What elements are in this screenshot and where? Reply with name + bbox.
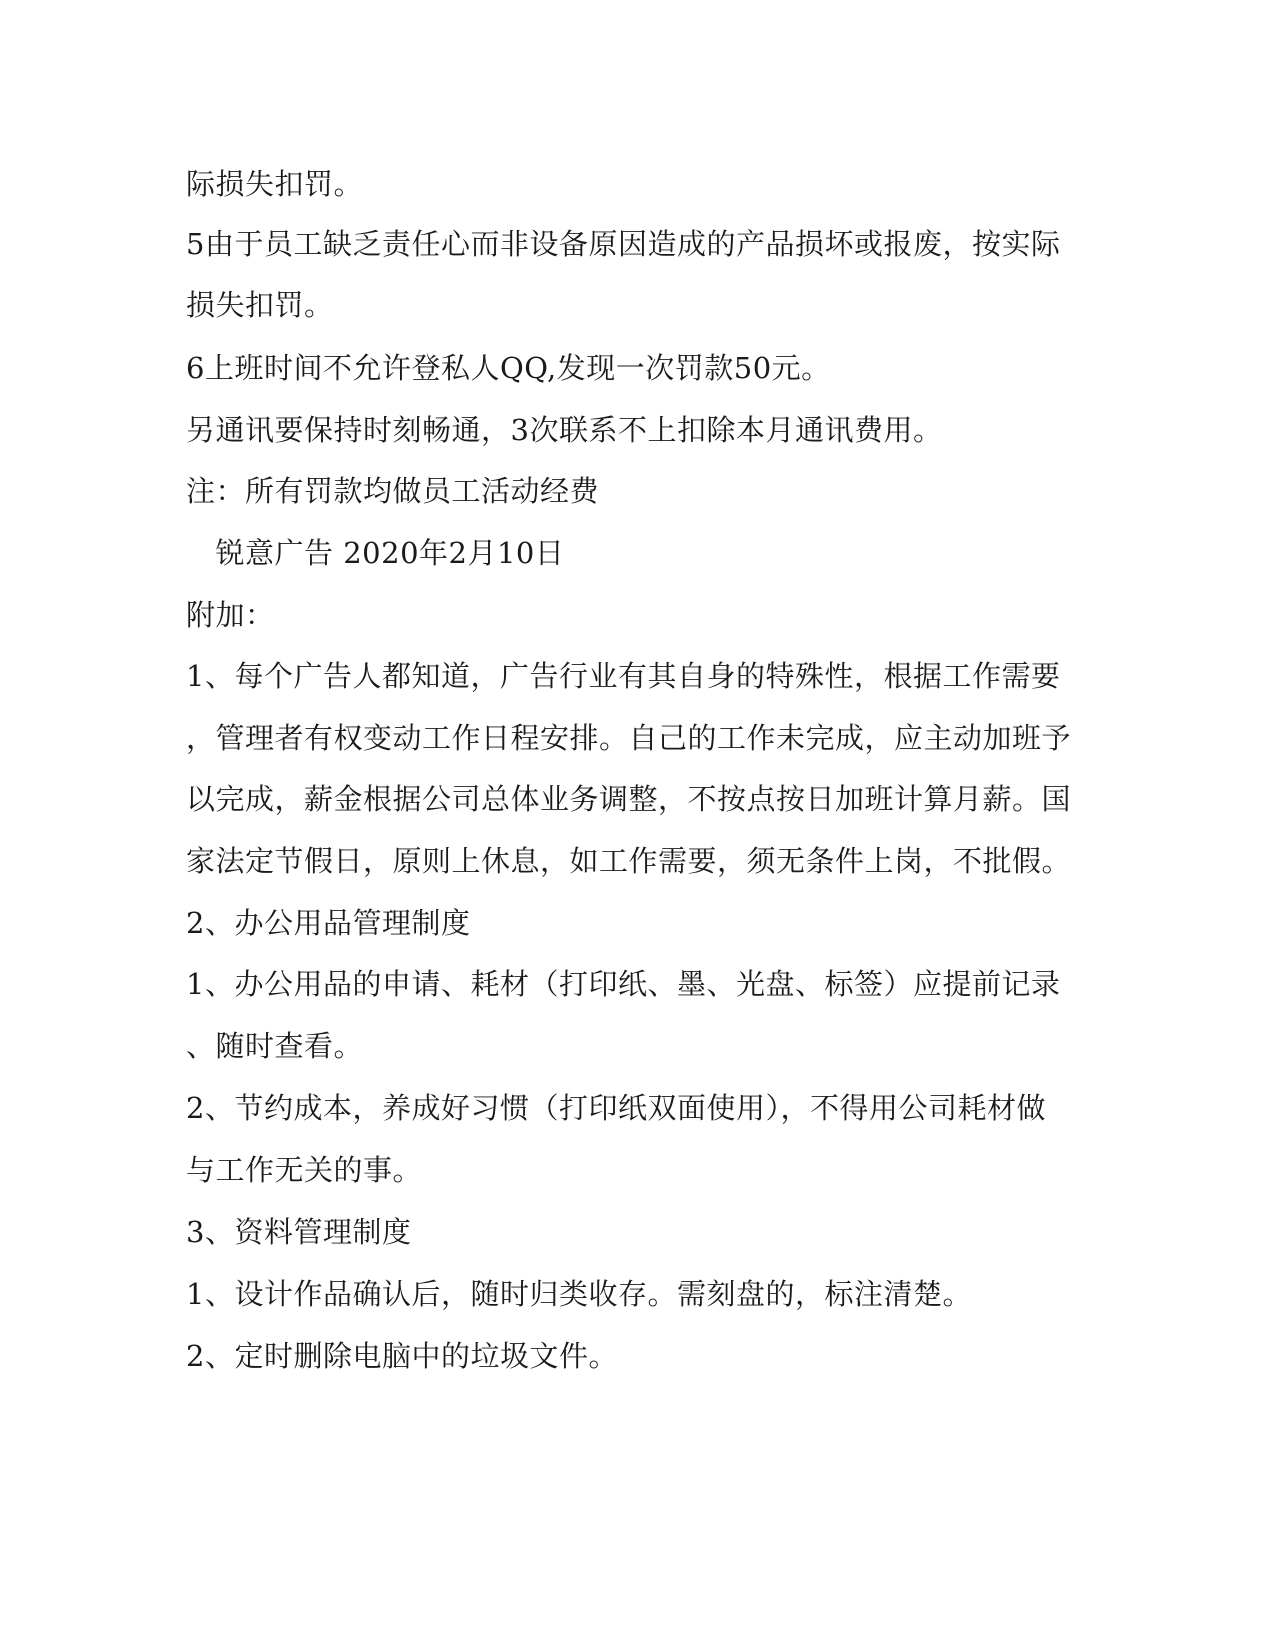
text-line: 损失扣罚。 [186,288,334,322]
text-line: 附加： [186,598,275,632]
text-line: 、随时查看。 [186,1029,364,1063]
text-line: 1、设计作品确认后，随时归类收存。需刻盘的，标注清楚。 [186,1277,972,1311]
text-line: 以完成，薪金根据公司总体业务调整，不按点按日加班计算月薪。国 [186,782,1072,816]
text-line: 5由于员工缺乏责任心而非设备原因造成的产品损坏或报废，按实际 [186,227,1061,261]
text-line: 2、定时删除电脑中的垃圾文件。 [186,1339,618,1373]
text-line: 际损失扣罚。 [186,167,364,201]
text-line: 与工作无关的事。 [186,1153,423,1187]
text-line: 另通讯要保持时刻畅通，3次联系不上扣除本月通讯费用。 [186,413,943,447]
text-line: 1、每个广告人都知道，广告行业有其自身的特殊性，根据工作需要 [186,659,1061,693]
text-line: 家法定节假日，原则上休息，如工作需要，须无条件上岗，不批假。 [186,844,1072,878]
text-line: ，管理者有权变动工作日程安排。自己的工作未完成，应主动加班予 [186,721,1072,755]
text-line: 2、节约成本，养成好习惯（打印纸双面使用），不得用公司耗材做 [186,1091,1046,1125]
signature-line: 锐意广告 2020年2月10日 [186,536,565,570]
section-heading: 3、资料管理制度 [186,1215,412,1249]
text-line: 注：所有罚款均做员工活动经费 [186,474,600,508]
text-line: 1、办公用品的申请、耗材（打印纸、墨、光盘、标签）应提前记录 [186,967,1061,1001]
section-heading: 2、办公用品管理制度 [186,906,471,940]
text-line: 6上班时间不允许登私人QQ,发现一次罚款50元。 [186,351,831,385]
